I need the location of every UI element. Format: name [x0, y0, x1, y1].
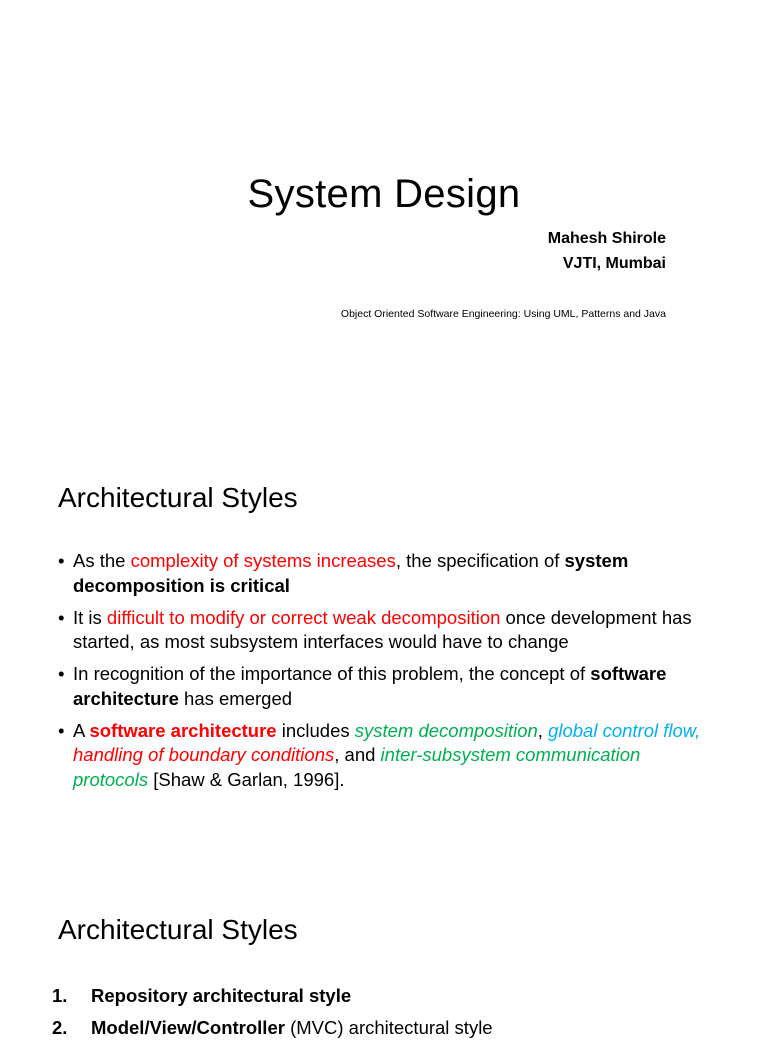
bullet-text-run: includes: [276, 719, 355, 741]
bullet-item: [58, 662, 708, 711]
bullet-text-run: A: [73, 719, 90, 741]
bullet-text-run: global control flow,: [548, 719, 701, 741]
bullet-text-run: software architecture: [73, 663, 667, 709]
slide-title: System Design: [247, 172, 521, 216]
bullet-text-run: inter-subsystem communication protocols: [73, 744, 641, 790]
bullet-item: [58, 549, 708, 598]
bullet-text-run: [Shaw & Garlan, 1996].: [148, 768, 345, 790]
bullet-text-run: difficult to modify or correct weak decomposition: [106, 606, 501, 628]
bullet-item: [58, 606, 708, 655]
bullet-text-run: once development has started, as most subsystem interfaces would have to change: [73, 606, 692, 652]
bullet-text-run: has emerged: [178, 687, 293, 709]
numbered-item: [52, 983, 732, 1009]
author-name: Mahesh Shirole: [547, 230, 666, 247]
bullet-text-run: handling of boundary conditions: [73, 744, 335, 765]
item-rest: (MVC) architectural style: [284, 1017, 493, 1038]
bullet-text-run: software architecture: [89, 719, 277, 741]
bullet-text-run: As the: [73, 550, 131, 571]
bullet-item: [58, 719, 708, 793]
item-number: 2.: [52, 1017, 68, 1038]
bullet-text-run: , the specification of: [395, 550, 565, 571]
bullet-text-run: In recognition of the importance of this problem, the concept of: [73, 663, 591, 684]
item-title: Repository architectural style: [91, 985, 352, 1006]
bullet-text-run: complexity of systems increases: [130, 550, 396, 571]
section-heading: Architectural Styles: [58, 914, 298, 945]
bullet-text-run: ,: [537, 719, 549, 741]
author-affiliation: VJTI, Mumbai: [562, 255, 666, 272]
item-number: 1.: [52, 985, 68, 1006]
section-heading: Architectural Styles: [58, 482, 298, 513]
bullet-list: [58, 549, 708, 800]
numbered-list: [52, 983, 732, 1047]
numbered-item: [52, 1015, 732, 1041]
bullet-text-run: It is: [73, 606, 107, 628]
title-slide: [0, 0, 768, 430]
bullet-text-run: , and: [334, 744, 381, 765]
bullet-text-run: system decomposition: [354, 719, 538, 741]
item-title: Model/View/Controller: [91, 1017, 285, 1038]
bullet-text-run: system decomposition is critical: [73, 550, 629, 596]
book-reference: Object Oriented Software Engineering: Using UML, Patterns and Java: [340, 308, 666, 320]
